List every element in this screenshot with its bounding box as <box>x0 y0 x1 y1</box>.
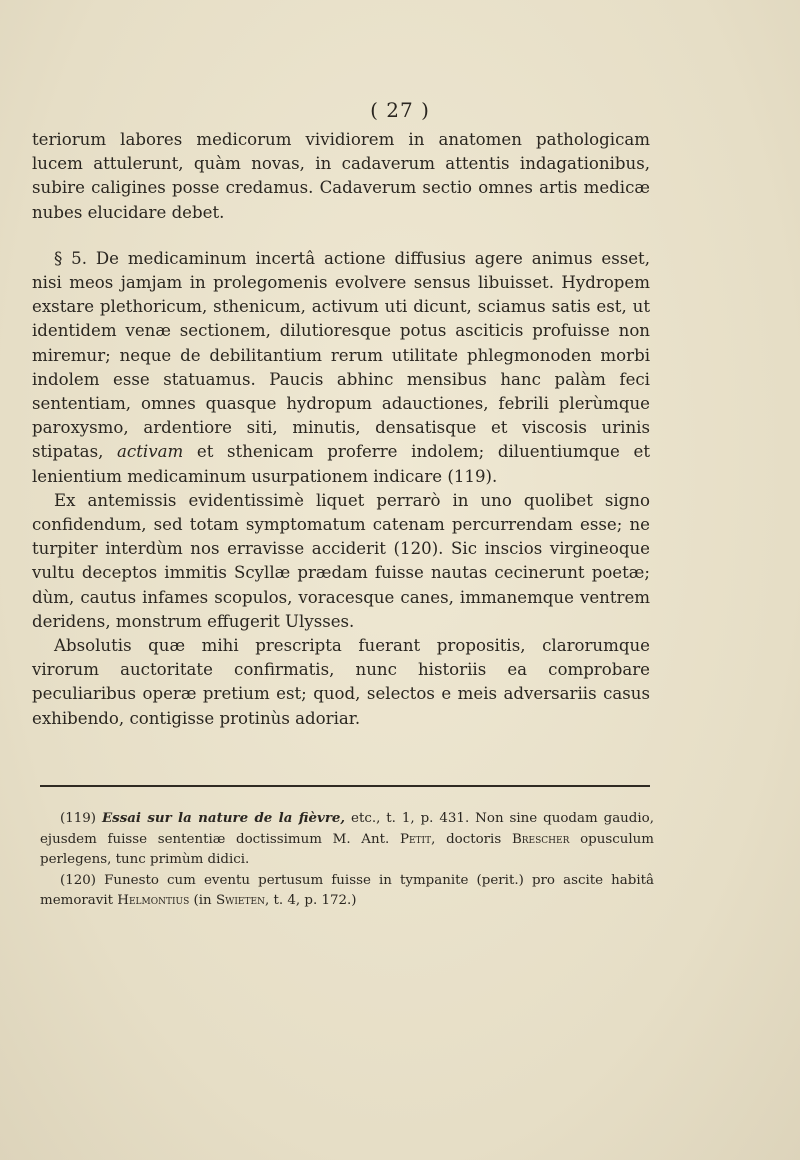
paragraph-section-5 <box>32 247 650 489</box>
footnote-120-author-helmontius: Helmontius <box>117 893 190 908</box>
footnote-119-number: (119) <box>60 811 97 826</box>
footnote-119 <box>40 808 654 871</box>
main-text <box>32 128 650 731</box>
footnotes <box>40 808 654 912</box>
paragraph-2-text: § 5. De medicaminum incertâ actione diffusius agere animus esset, nisi meos jamjam in prolegomenis evolvere sensus libuisset. Hydropem exstare plethoricum, sthenicum, activum uti dicunt, sciamus satis est, ut identidem venæ sectionem, dilutioresque potus asciticis profuisse non miremur; neque de debilitantium rerum utilitate phlegmonoden morbi indolem esse statuamus. Paucis abhinc mensibus hanc palàm feci sententiam, omnes quasque hydropum adauctiones, febrili plerùmque paroxysmo, ardentiore siti, minutis, densatisque et viscosis urinis stipatas, <box>32 248 650 462</box>
page-number: ( 27 ) <box>370 98 430 122</box>
paragraph-2-end: et sthenicam proferre indolem; diluentiumque et lenientium medicaminum usurpationem indicare (119). <box>32 442 650 486</box>
footnote-119-title: Essai sur la nature de la fièvre, <box>101 810 346 826</box>
footnote-120-text-c: , t. 4, p. 172.) <box>264 893 357 908</box>
footnote-120-number: (120) <box>60 872 97 888</box>
footnote-120 <box>40 871 654 912</box>
footnote-120-author-swieten: Swieten <box>215 893 265 908</box>
footnote-119-author-brescher: Brescher <box>511 831 570 847</box>
paragraph-4: Absolutis quæ mihi prescripta fuerant propositis, clarorumque virorum auctoritate confirmatis, nunc historiis ea comprobare peculiaribus operæ pretium est; quod, selectos e meis adversariis casus exhibendo, contigisse protinùs adoriar. <box>32 636 650 728</box>
paragraph-3: Ex antemissis evidentissimè liquet perrarò in uno quolibet signo confidendum, sed totam symptomatum catenam percurrendam esse; ne turpiter interdùm nos erravisse acciderit (120). Sic inscios virgineoque vultu deceptos immitis Scyllæ prædam fuisse nautas cecinerunt poetæ; dùm, cautus infames scopulos, voracesque canes, immanemque ventrem deridens, monstrum effugerit Ulysses. <box>32 490 650 631</box>
footnote-119-author-petit: Petit <box>399 831 432 847</box>
footnote-119-text-a: etc., t. 1, p. 431. Non sine quodam gaudio, ejusdem fuisse sententiæ doctissimum M. Ant. <box>40 811 654 847</box>
footnote-120-text-a: Funesto cum eventu pertusum fuisse in tympanite (perit.) pro ascite habitâ memoravit <box>40 872 654 908</box>
footnote-119-text-c: opusculum perlegens, tunc primùm didici. <box>40 831 654 867</box>
paragraph-1: teriorum labores medicorum vividiorem in anatomen pathologicam lucem attulerunt, quàm novas, in cadaverum attentis indagationibus, subire caligines posse credamus. Cadaverum sectio omnes artis medicæ nubes elucidare debet. <box>32 130 650 222</box>
emphasis-activam: activam <box>117 442 184 462</box>
footnote-119-text-b: , doctoris <box>431 831 502 847</box>
footnote-divider <box>40 785 650 787</box>
footnote-120-text-b: (in <box>193 893 212 908</box>
